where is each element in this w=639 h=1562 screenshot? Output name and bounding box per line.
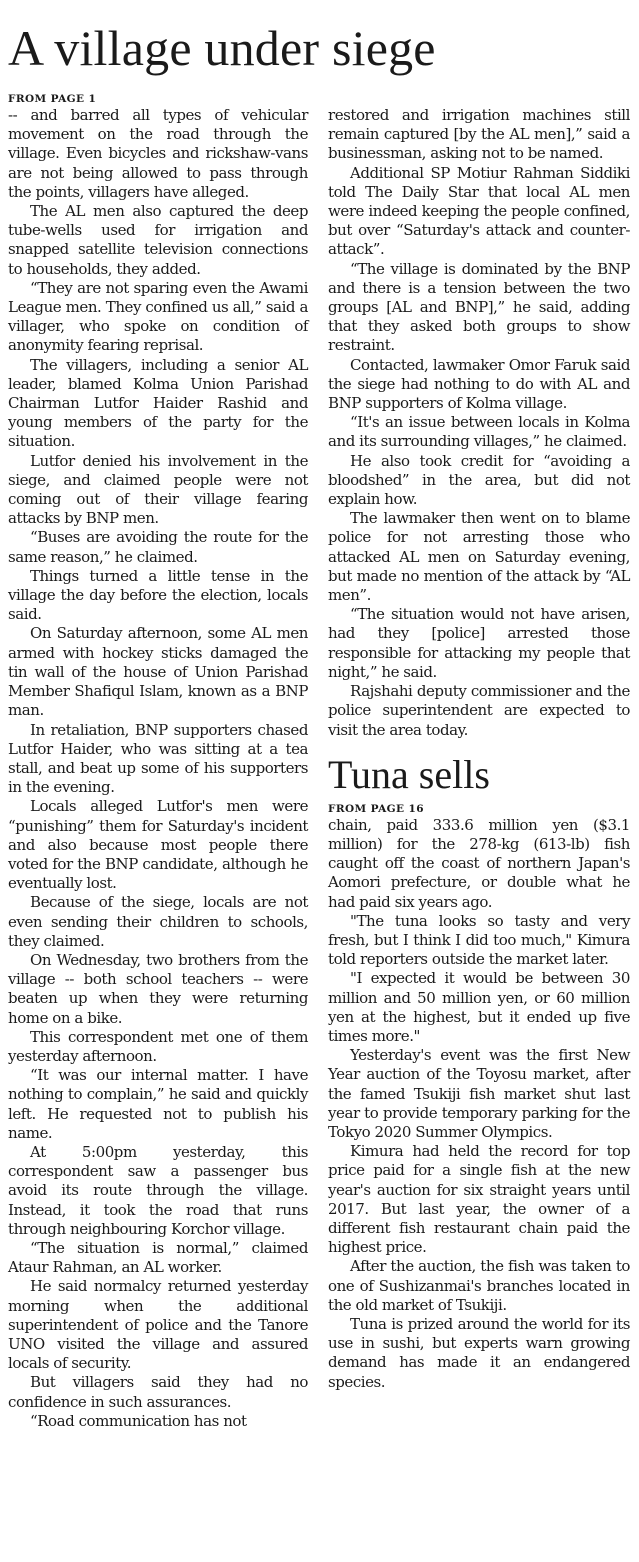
article-paragraph: Additional SP Motiur Rahman Siddiki told The Daily Star that local AL men were indeed keeping the people confined, but over “Saturday's attack and counter-attack”. [328,163,630,259]
article-paragraph: On Wednesday, two brothers from the village -- both school teachers -- were beaten up when they were returning home on a bike. [8,950,308,1027]
article-paragraph: He said normalcy returned yesterday morning when the additional superintendent of police and the Tanore UNO visited the village and assured locals of security. [8,1277,308,1373]
article-paragraph: In retaliation, BNP supporters chased Lutfor Haider, who was sitting at a tea stall, and beat up some of his supporters in the evening. [8,720,308,797]
article-paragraph: “The village is dominated by the BNP and there is a tension between the two groups [AL and BNP],” he said, adding that they asked both groups to show restraint. [328,259,630,355]
article-paragraph: restored and irrigation machines still remain captured [by the AL men],” said a businessman, asking not to be named. [328,106,630,163]
article-paragraph: This correspondent met one of them yesterday afternoon. [8,1027,308,1065]
article-paragraph: "I expected it would be between 30 million and 50 million yen, or 60 million yen at the highest, but it ended up five times more." [328,969,630,1045]
article-paragraph: chain, paid 333.6 million yen ($3.1 million) for the 278-kg (613-lb) fish caught off the coast of northern Japan's Aomori prefecture, or double what he had paid six years ago. [328,815,630,911]
article-paragraph: Lutfor denied his involvement in the siege, and claimed people were not coming out of their village fearing attacks by BNP men. [8,451,308,528]
headline-village-under-siege: A village under siege [8,20,436,76]
kicker-from-page-1: FROM PAGE 1 [8,93,97,105]
article-paragraph: “It was our internal matter. I have nothing to complain,” he said and quickly left. He requested not to publish his name. [8,1066,308,1142]
article-paragraph: “They are not sparing even the Awami League men. They confined us all,” said a villager, who spoke on condition of anonymity fearing reprisal. [8,278,308,355]
article-paragraph: Things turned a little tense in the village the day before the election, locals said. [8,566,308,624]
article-paragraph: “The situation would not have arisen, had they [police] arrested those responsible for attacking my people that night,” he said. [328,605,630,681]
article-paragraph: After the auction, the fish was taken to one of Sushizanmai's branches located in the old market of Tsukiji. [328,1257,630,1314]
article-paragraph: Locals alleged Lutfor's men were “punishing” them for Saturday's incident and also because most people there voted for the BNP candidate, although he eventually lost. [8,797,308,893]
article-paragraph: "The tuna looks so tasty and very fresh, but I think I did too much," Kimura told reporters outside the market later. [328,911,630,969]
story-column-left [8,92,308,1431]
article-paragraph: At 5:00pm yesterday, this correspondent saw a passenger bus avoid its route through the village. Instead, it took the road that runs through neighbouring Korchor village. [8,1142,308,1238]
story-column-right [328,92,630,1392]
article-paragraph: Tuna is prized around the world for its use in sushi, but experts warn growing demand has made it an endangered species. [328,1314,630,1391]
article-paragraph: “Road communication has not [30,1411,247,1430]
article-paragraph: Contacted, lawmaker Omor Faruk said the siege had nothing to do with AL and BNP supporters of Kolma village. [328,355,630,413]
kicker-from-page-16: FROM PAGE 16 [328,802,424,815]
article-paragraph: Yesterday's event was the first New Year auction of the Toyosu market, after the famed Tsukiji fish market shut last year to provide temporary parking for the Tokyo 2020 Summer Olympics. [328,1046,630,1141]
article-paragraph: -- and barred all types of vehicular movement on the road through the village. Even bicycles and rickshaw-vans are not being allowed to pass through the points, villagers have alleged. [8,106,308,201]
headline-tuna-sells: Tuna sells [328,751,490,797]
article-paragraph: “Buses are avoiding the route for the same reason,” he claimed. [8,528,308,566]
article-paragraph: The villagers, including a senior AL leader, blamed Kolma Union Parishad Chairman Lutfor Haider Rashid and young members of the party for the situation. [8,355,308,451]
article-paragraph: Kimura had held the record for top price paid for a single fish at the new year's auction for six straight years until 2017. But last year, the owner of a different fish restaurant chain paid the highest price. [328,1142,630,1257]
article-paragraph: The lawmaker then went on to blame police for not arresting those who attacked AL men on Saturday evening, but made no mention of the attack by “AL men”. [328,509,630,605]
column-top-spacer [328,92,630,106]
article-paragraph: But villagers said they had no confidence in such assurances. [8,1373,308,1411]
article-paragraph: Rajshahi deputy commissioner and the police superintendent are expected to visit the area today. [328,682,630,739]
article-paragraph: Because of the siege, locals are not even sending their children to schools, they claimed. [8,893,308,950]
article-paragraph: He also took credit for “avoiding a bloodshed” in the area, but did not explain how. [328,451,630,509]
article-paragraph: The AL men also captured the deep tube-wells used for irrigation and snapped satellite television connections to households, they added. [8,202,308,278]
article-paragraph: “The situation is normal,” claimed Ataur Rahman, an AL worker. [8,1238,308,1277]
article-paragraph: On Saturday afternoon, some AL men armed with hockey sticks damaged the tin wall of the house of Union Parishad Member Shafiqul Islam, known as a BNP man. [8,624,308,720]
article-paragraph: “It's an issue between locals in Kolma and its surrounding villages,” he claimed. [328,413,630,451]
